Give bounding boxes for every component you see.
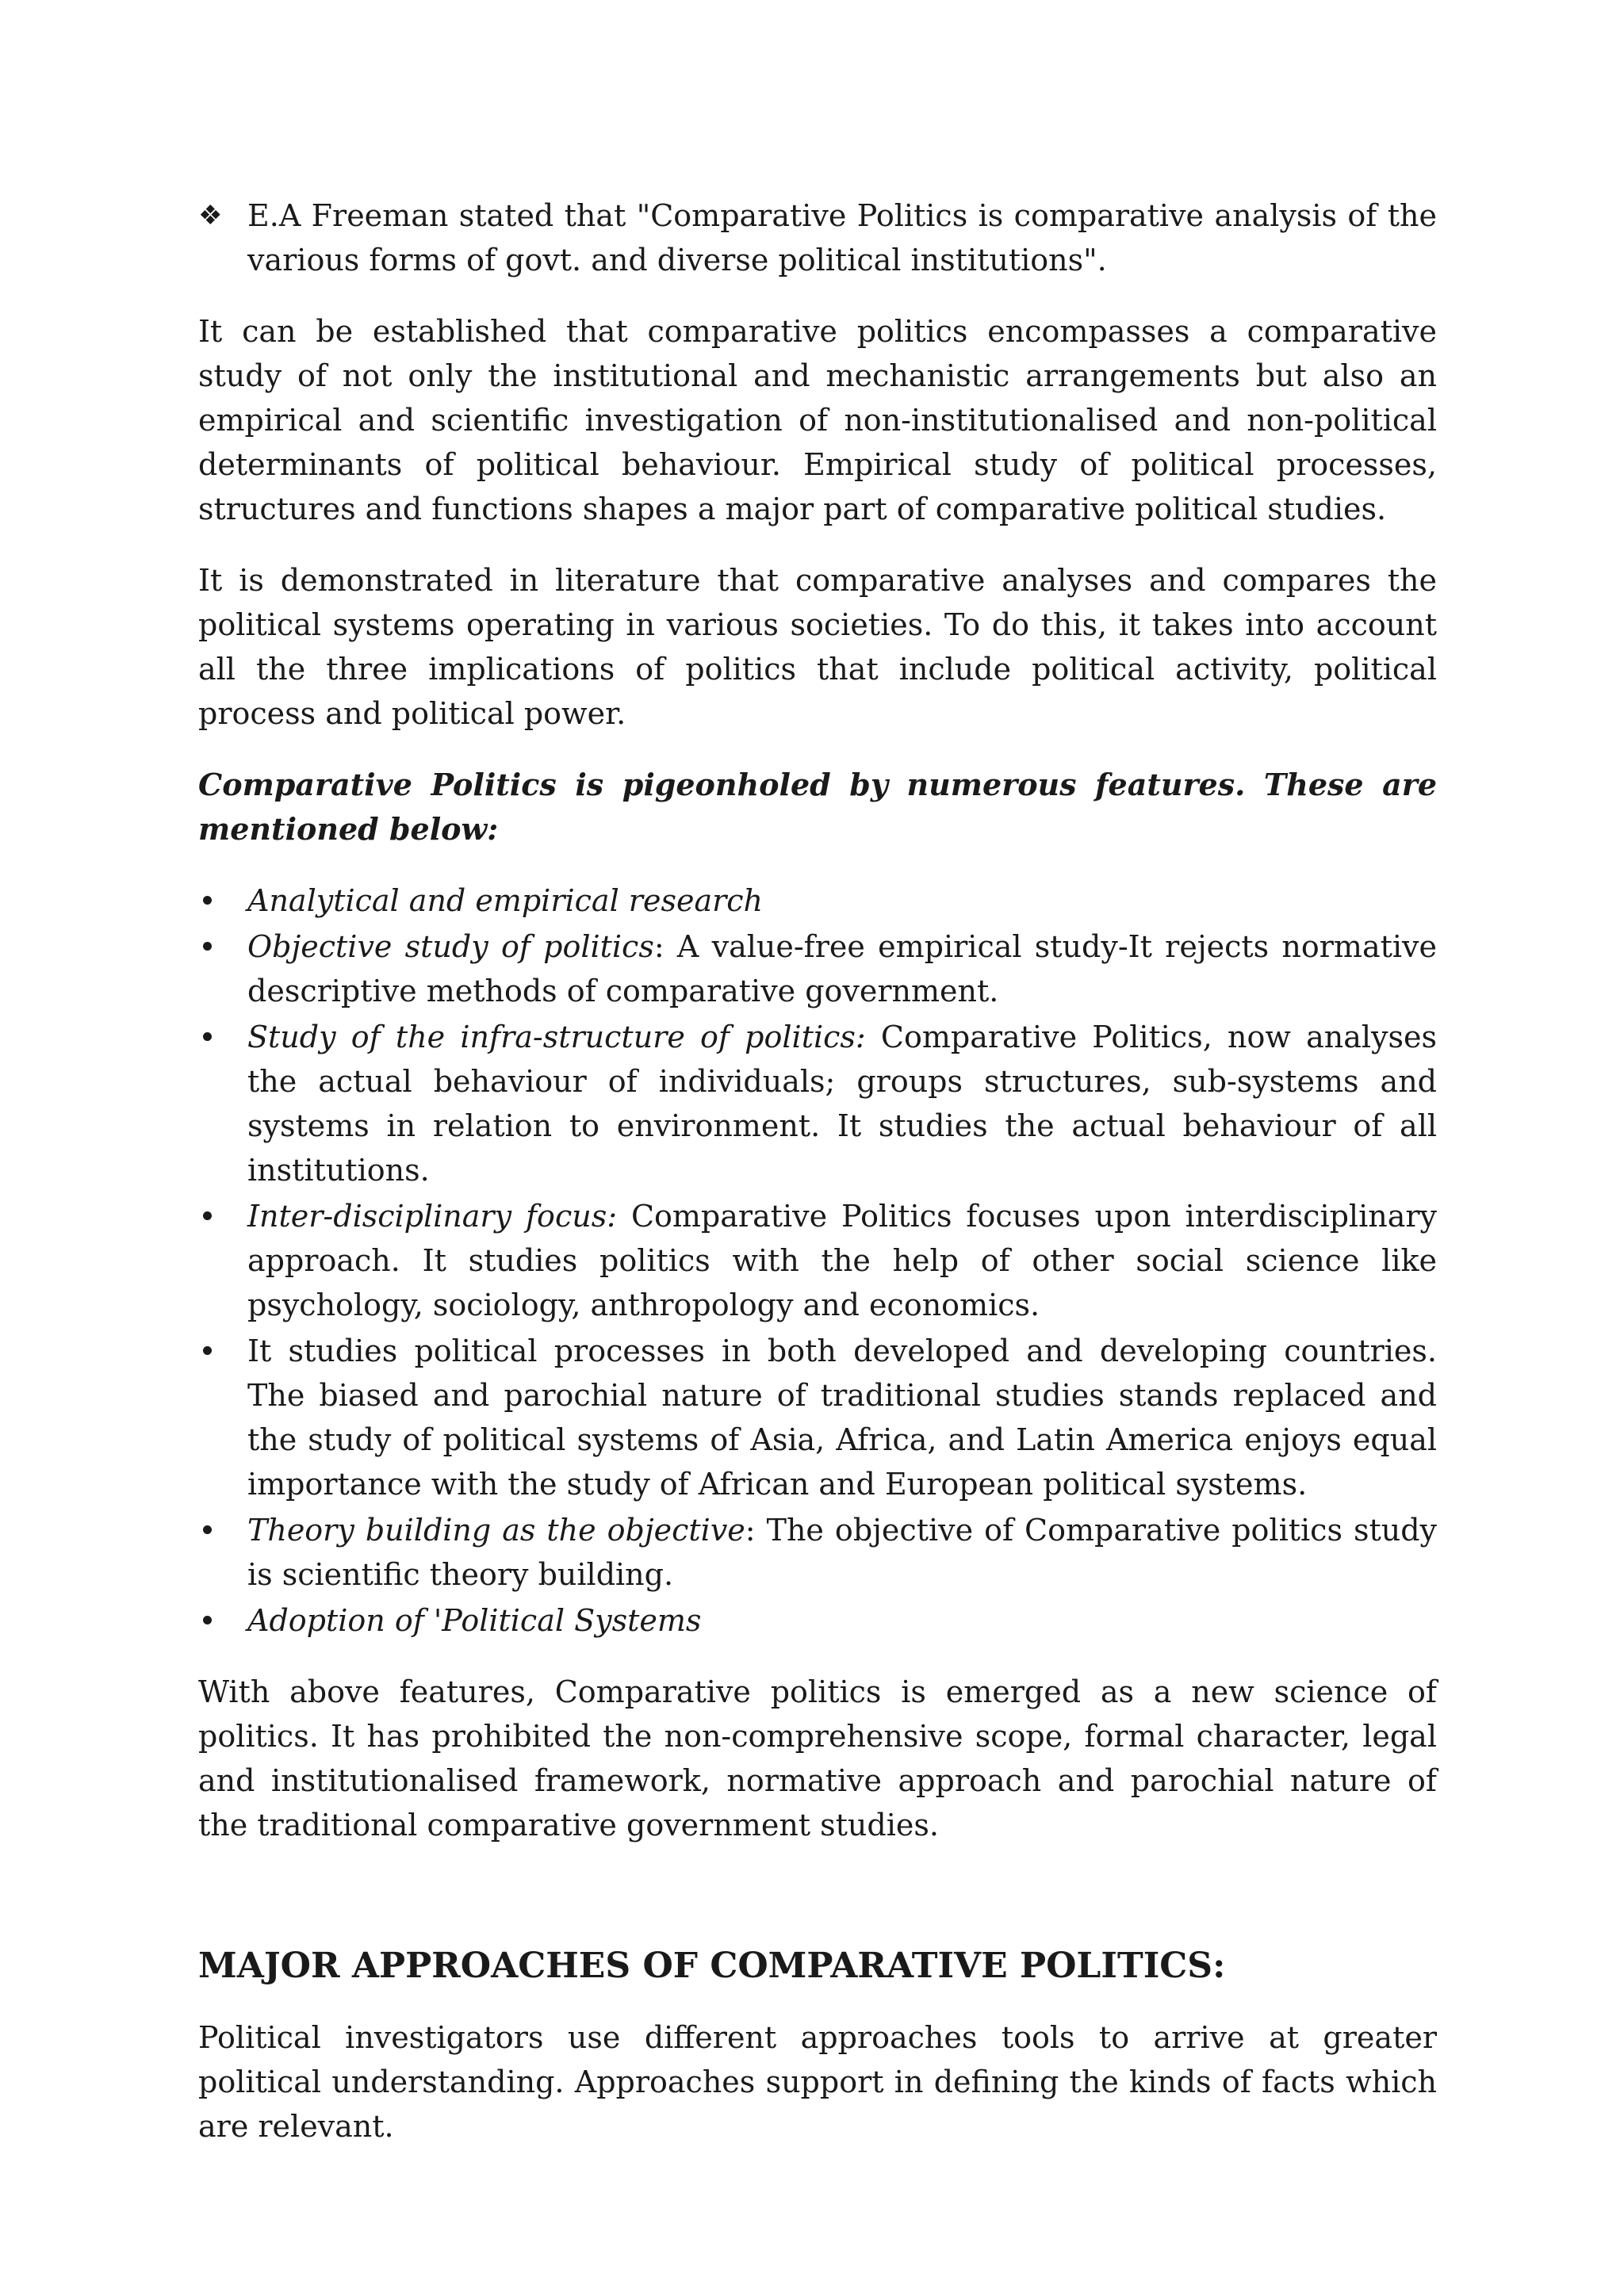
- feature-term: Adoption of 'Political Systems: [247, 1603, 702, 1638]
- freeman-quote: [198, 193, 1437, 282]
- feature-desc: : A value-free empirical study-It rejects normative descriptive methods of comparative government.: [247, 929, 1437, 1008]
- bullet-icon: [203, 1616, 212, 1624]
- section-intro-paragraph: Political investigators use different approaches tools to arrive at greater political understanding. Approaches support in defining the kinds of facts which are relevant.: [198, 2020, 1437, 2144]
- feature-desc: Comparative Politics focuses upon interdisciplinary approach. It studies politics with the help of other social science like psychology, sociology, anthropology and economics.: [247, 1199, 1437, 1322]
- list-item: [198, 1194, 1437, 1327]
- feature-term: Theory building as the objective: [247, 1513, 745, 1548]
- paragraph-1: It can be established that comparative politics encompasses a comparative study of not only the institutional and mechanistic arrangements but also an empirical and scientific investigation of non-institutionalised and non-political determinants of political behaviour. Empirical study of political processes, structures and functions shapes a major part of comparative political studies.: [198, 314, 1437, 526]
- bullet-icon: [203, 1211, 212, 1220]
- section-heading: MAJOR APPROACHES OF COMPARATIVE POLITICS:: [198, 1946, 1226, 1986]
- bullet-icon: [203, 1525, 212, 1534]
- feature-desc: Comparative Politics, now analyses the actual behaviour of individuals; groups structures, sub-systems and systems in relation to environment. It studies the actual behaviour of all institutions.: [247, 1020, 1437, 1188]
- features-heading: Comparative Politics is pigeonholed by numerous features. These are mentioned below:: [198, 767, 1437, 847]
- paragraph-2: It is demonstrated in literature that comparative analyses and compares the political systems operating in various societies. To do this, it takes into account all the three implications of politics that include political activity, political process and political power.: [198, 563, 1437, 731]
- list-item: [198, 1508, 1437, 1597]
- list-item: [198, 1329, 1437, 1506]
- bullet-icon: [203, 896, 212, 905]
- list-item: [198, 924, 1437, 1013]
- feature-term: Inter-disciplinary focus:: [247, 1199, 617, 1234]
- diamond-bullet-icon: ❖: [198, 200, 223, 232]
- feature-desc: : The objective of Comparative politics study is scientific theory building.: [247, 1513, 1437, 1592]
- document-page: [198, 193, 1437, 2175]
- feature-term: Study of the infra-structure of politics:: [247, 1020, 866, 1054]
- freeman-quote-text: E.A Freeman stated that "Comparative Politics is comparative analysis of the various forms of govt. and diverse political institutions".: [247, 198, 1437, 277]
- bullet-icon: [203, 1032, 212, 1041]
- feature-term: Objective study of politics: [247, 929, 654, 964]
- list-item: [198, 878, 1437, 923]
- bullet-icon: [203, 1346, 212, 1355]
- list-item: [198, 1598, 1437, 1643]
- features-list: [198, 878, 1437, 1643]
- list-item: [198, 1015, 1437, 1192]
- bullet-icon: [203, 942, 212, 951]
- conclusion-paragraph: With above features, Comparative politics is emerged as a new science of politics. It has prohibited the non-comprehensive scope, formal character, legal and institutionalised framework, normative approach and parochial nature of the traditional comparative government studies.: [198, 1674, 1437, 1843]
- feature-term: Analytical and empirical research: [247, 883, 764, 918]
- feature-desc: It studies political processes in both developed and developing countries. The biased and parochial nature of traditional studies stands replaced and the study of political systems of Asia, Africa, and Latin America enjoys equal importance with the study of African and European political systems.: [247, 1334, 1437, 1502]
